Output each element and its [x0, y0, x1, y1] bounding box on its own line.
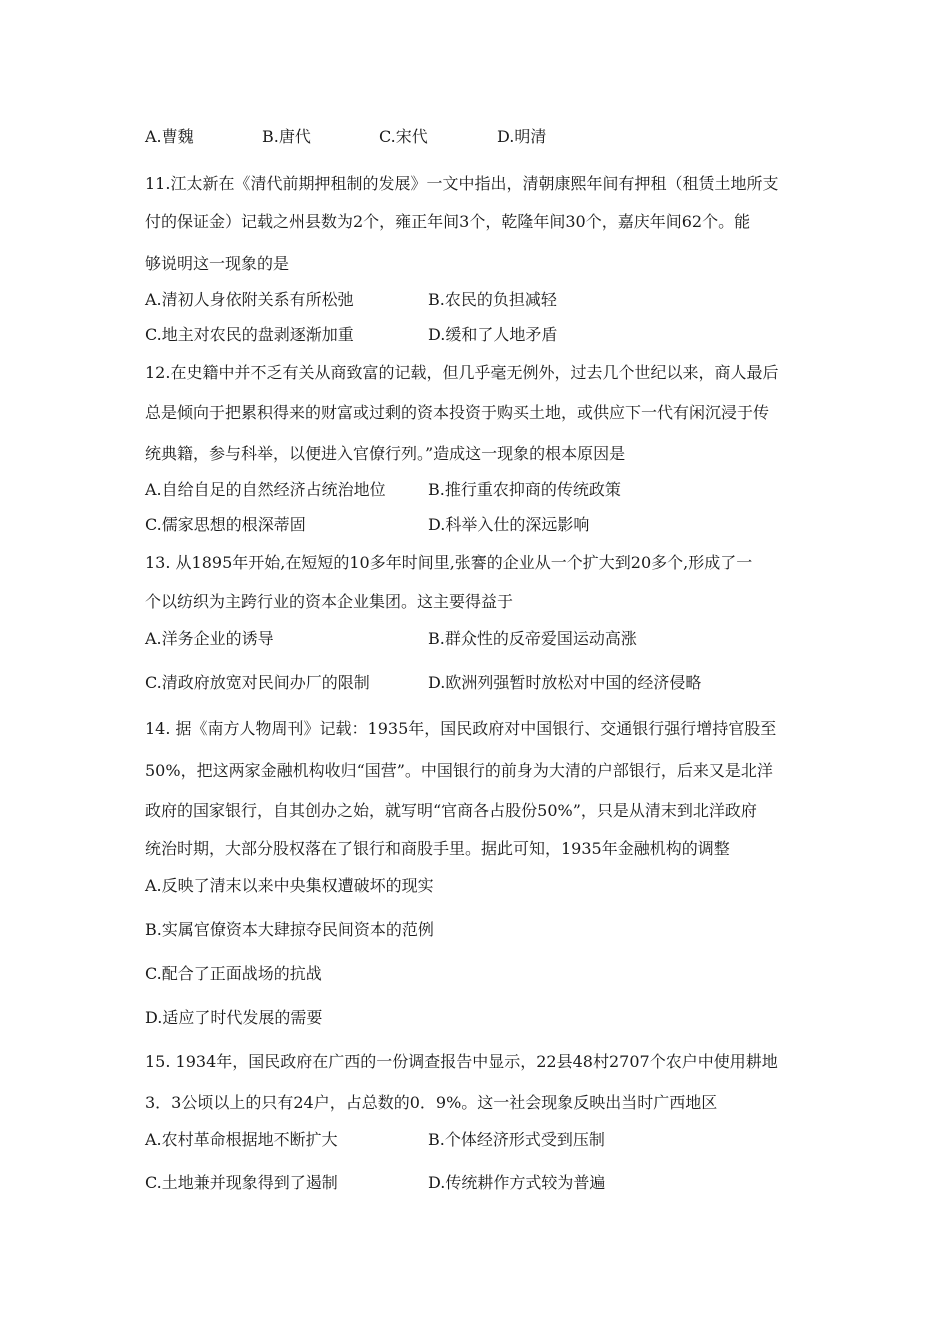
question-stem-line: 13. 从1895年开始,在短短的10多年时间里,张謇的企业从一个扩大到20多个,形成了一 [145, 553, 753, 572]
question-stem-line: 50%，把这两家金融机构收归“国营”。中国银行的前身为大清的户部银行，后来又是北洋 [145, 761, 773, 780]
question-stem-line: 政府的国家银行，自其创办之始，就写明“官商各占股份50%”，只是从清末到北洋政府 [145, 801, 757, 820]
option-c: C.土地兼并现象得到了遏制 [145, 1173, 338, 1192]
option-d: D.传统耕作方式较为普遍 [428, 1173, 606, 1192]
option-c: C.儒家思想的根深蒂固 [145, 515, 306, 534]
option-b: B.实属官僚资本大肆掠夺民间资本的范例 [145, 920, 434, 939]
option-a: A.反映了清末以来中央集权遭破坏的现实 [145, 876, 434, 895]
option-a: A.洋务企业的诱导 [145, 629, 274, 648]
option-b: B.推行重农抑商的传统政策 [428, 480, 621, 499]
option-c: C.宋代 [379, 127, 428, 146]
question-stem-line: 统治时期，大部分股权落在了银行和商股手里。据此可知，1935年金融机构的调整 [145, 839, 730, 858]
question-stem-line: 11.江太新在《清代前期押租制的发展》一文中指出，清朝康熙年间有押租（租赁土地所支 [145, 174, 779, 193]
question-stem-line: 总是倾向于把累积得来的财富或过剩的资本投资于购买土地，或供应下一代有闲沉浸于传 [145, 403, 770, 422]
option-b: B.个体经济形式受到压制 [428, 1130, 605, 1149]
option-d: D.适应了时代发展的需要 [145, 1008, 323, 1027]
option-a: A.清初人身依附关系有所松弛 [145, 290, 354, 309]
question-stem-line: 3．3公顷以上的只有24户，占总数的0．9%。这一社会现象反映出当时广西地区 [145, 1093, 718, 1112]
option-d: D.缓和了人地矛盾 [428, 325, 558, 344]
option-c: C.清政府放宽对民间办厂的限制 [145, 673, 370, 692]
option-a: A.曹魏 [145, 127, 194, 146]
question-stem-line: 个以纺织为主跨行业的资本企业集团。这主要得益于 [145, 592, 514, 611]
option-c: C.配合了正面战场的抗战 [145, 964, 322, 983]
question-stem-line: 15. 1934年，国民政府在广西的一份调查报告中显示，22县48村2707个农户中使用耕地 [145, 1052, 778, 1071]
question-stem-line: 够说明这一现象的是 [145, 254, 290, 273]
option-d: D.欧洲列强暂时放松对中国的经济侵略 [428, 673, 702, 692]
question-stem-line: 14. 据《南方人物周刊》记载：1935年，国民政府对中国银行、交通银行强行增持官股至 [145, 719, 777, 738]
option-a: A.自给自足的自然经济占统治地位 [145, 480, 386, 499]
option-c: C.地主对农民的盘剥逐渐加重 [145, 325, 354, 344]
option-b: B.农民的负担减轻 [428, 290, 557, 309]
option-d: D.科举入仕的深远影响 [428, 515, 590, 534]
question-stem-line: 统典籍，参与科举，以便进入官僚行列。”造成这一现象的根本原因是 [145, 444, 626, 463]
option-d: D.明清 [497, 127, 547, 146]
question-stem-line: 付的保证金）记载之州县数为2个，雍正年间3个，乾隆年间30个，嘉庆年间62个。能 [145, 212, 751, 231]
option-b: B.群众性的反帝爱国运动高涨 [428, 629, 637, 648]
option-a: A.农村革命根据地不断扩大 [145, 1130, 338, 1149]
option-b: B.唐代 [262, 127, 311, 146]
question-stem-line: 12.在史籍中并不乏有关从商致富的记载，但几乎毫无例外，过去几个世纪以来，商人最后 [145, 363, 779, 382]
